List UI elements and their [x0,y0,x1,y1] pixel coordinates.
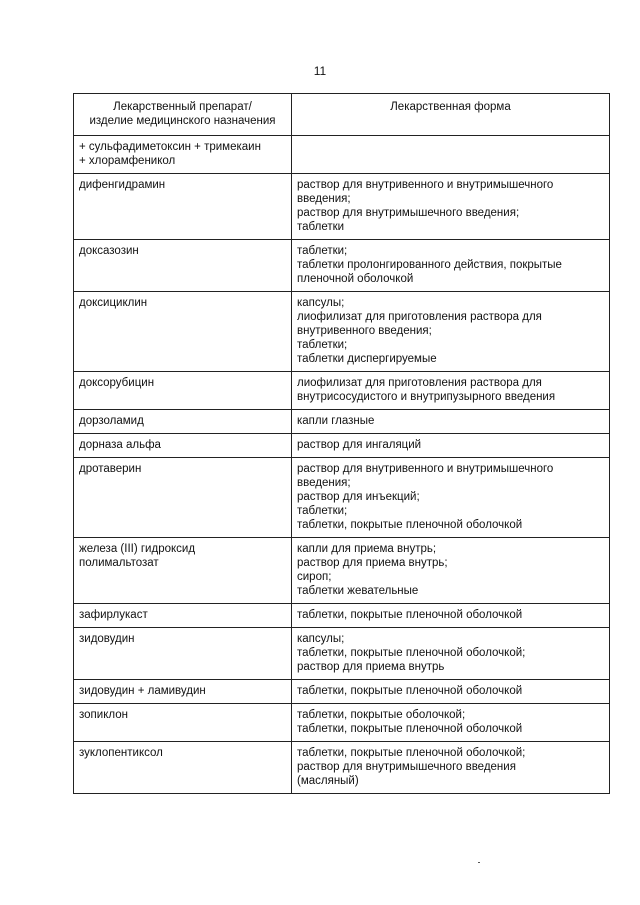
drug-name-cell: зидовудин [74,628,292,680]
drug-name-cell: дорназа альфа [74,434,292,458]
drug-name-cell: дифенгидрамин [74,174,292,240]
dosage-form-line: таблетки, покрытые пленочной оболочкой; [297,647,526,659]
dosage-form-line: таблетки, покрытые пленочной оболочкой [297,723,523,735]
drug-name-cell: + сульфадиметоксин + тримекаин + хлорамфеникол [74,136,292,174]
table-row [74,292,610,372]
dosage-form-cell [292,434,610,458]
dosage-form-line: раствор для инъекций; [297,491,420,503]
table-row [74,704,610,742]
dosage-form-line: таблетки, покрытые пленочной оболочкой; [297,747,526,759]
dosage-form-cell [292,628,610,680]
dosage-form-line: раствор для внутримышечного введения (масляный) [297,761,516,787]
dosage-form-cell [292,704,610,742]
drug-name-cell: доксазозин [74,240,292,292]
dosage-form-line: капли глазные [297,415,375,427]
dosage-form-cell [292,174,610,240]
dosage-form-line: раствор для приема внутрь; [297,557,448,569]
drug-name-cell: дротаверин [74,458,292,538]
table-row [74,240,610,292]
drug-name-cell: зуклопентиксол [74,742,292,794]
table-row [74,604,610,628]
dosage-form-cell [292,458,610,538]
drug-name-cell: дорзоламид [74,410,292,434]
dosage-form-line: раствор для ингаляций [297,439,422,451]
dosage-form-line: таблетки диспергируемые [297,353,437,365]
drug-name-cell: зидовудин + ламивудин [74,680,292,704]
dosage-form-line: таблетки, покрытые пленочной оболочкой [297,519,523,531]
dosage-form-cell [292,136,610,174]
table-row [74,628,610,680]
dosage-form-cell [292,680,610,704]
drug-name-cell: доксорубицин [74,372,292,410]
drug-name-cell: доксициклин [74,292,292,372]
dosage-form-line: таблетки жевательные [297,585,419,597]
dosage-form-line: таблетки, покрытые пленочной оболочкой [297,685,523,697]
table-row [74,372,610,410]
dosage-form-cell [292,292,610,372]
drug-name-cell: зафирлукаст [74,604,292,628]
drug-name-cell: зопиклон [74,704,292,742]
page-number: 11 [313,64,327,78]
table-row [74,136,610,174]
dosage-form-line: раствор для приема внутрь [297,661,445,673]
dosage-form-cell [292,604,610,628]
dosage-form-line: таблетки, покрытые пленочной оболочкой [297,609,523,621]
dosage-form-line: лиофилизат для приготовления раствора для внутривенного введения; [297,311,542,337]
table-row [74,434,610,458]
table-row [74,174,610,240]
table-row [74,410,610,434]
dosage-form-line: таблетки; [297,245,348,257]
table-header-row [74,94,610,136]
scan-speck [478,862,480,863]
dosage-form-line: лиофилизат для приготовления раствора для внутрисосудистого и внутрипузырного введения [297,377,556,403]
drug-table [73,93,610,794]
dosage-form-line: сироп; [297,571,332,583]
dosage-form-cell [292,410,610,434]
dosage-form-line: таблетки [297,221,345,233]
dosage-form-line: капли для приема внутрь; [297,543,437,555]
dosage-form-line: капсулы; [297,633,345,645]
header-dosage-form: Лекарственная форма [292,94,610,136]
dosage-form-line: раствор для внутримышечного введения; [297,207,520,219]
table-row [74,680,610,704]
dosage-form-cell [292,240,610,292]
header-drug-name: Лекарственный препарат/ изделие медицинского назначения [74,94,292,136]
dosage-form-line: таблетки; [297,339,348,351]
dosage-form-cell [292,538,610,604]
table-row [74,742,610,794]
dosage-form-line: капсулы; [297,297,345,309]
drug-name-cell: железа (III) гидроксид полимальтозат [74,538,292,604]
dosage-form-cell [292,372,610,410]
dosage-form-line: раствор для внутривенного и внутримышечного введения; [297,463,554,489]
dosage-form-line: таблетки; [297,505,348,517]
dosage-form-cell [292,742,610,794]
dosage-form-line: таблетки пролонгированного действия, покрытые пленочной оболочкой [297,259,562,285]
dosage-form-line: раствор для внутривенного и внутримышечного введения; [297,179,554,205]
dosage-form-line: таблетки, покрытые оболочкой; [297,709,466,721]
table-row [74,458,610,538]
table-row [74,538,610,604]
